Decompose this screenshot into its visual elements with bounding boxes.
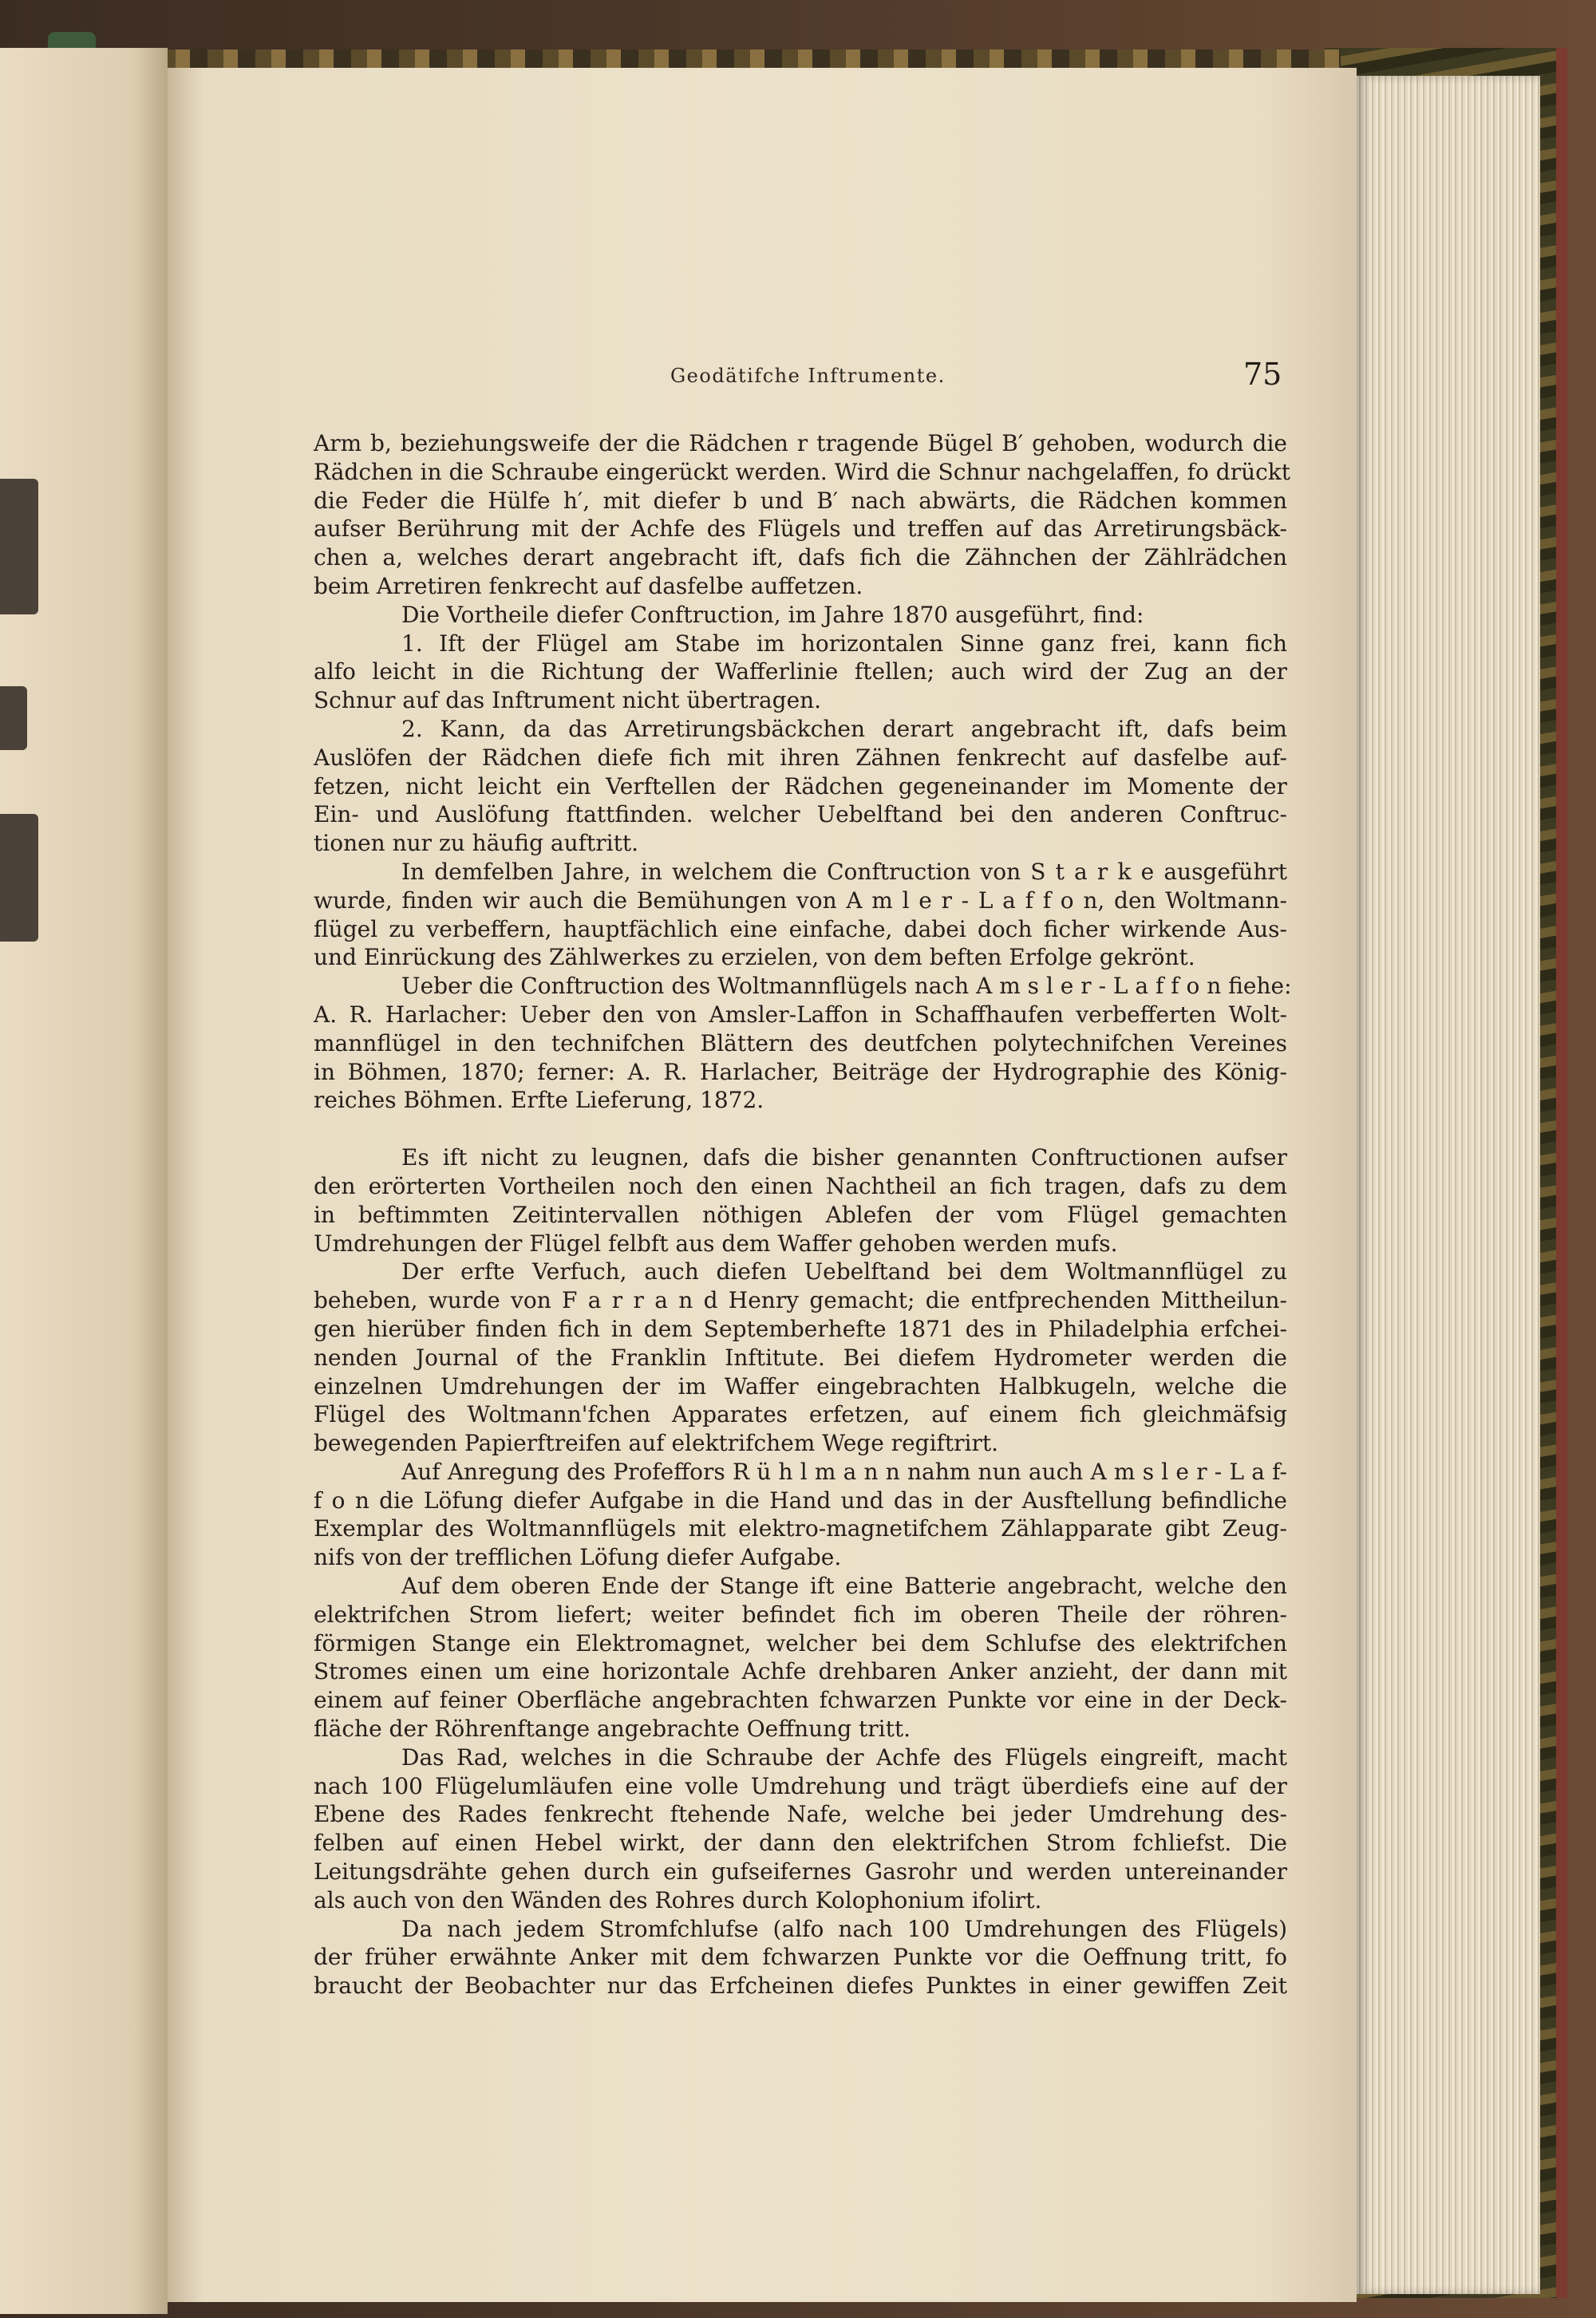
text-line: Die Vortheile diefer Conftruction, im Jahre 1870 ausgeführt, find: (401, 601, 1144, 628)
text-line: Schnur auf das Inftrument nicht übertragen. (314, 687, 822, 714)
running-title: Geodätifche Inftrumente. (670, 365, 946, 387)
text-line: in Böhmen, 1870; ferner: A. R. Harlacher, Beiträge der Hydrographie des König- (314, 1058, 1287, 1085)
text-line: der früher erwähnte Anker mit dem fchwarzen Punkte vor die Oeffnung tritt, fo (314, 1944, 1287, 1971)
text-line: alfo leicht in die Richtung der Wafferlinie ftellen; auch wird der Zug an der (314, 658, 1287, 685)
text-line: nifs von der trefflichen Löfung diefer Aufgabe. (314, 1544, 842, 1571)
text-line: elektrifchen Strom liefert; weiter befindet fich im oberen Theile der röhren- (314, 1601, 1287, 1628)
text-line: chen a, welches derart angebracht ift, dafs fich die Zähnchen der Zählrädchen (314, 544, 1287, 571)
text-line: Exemplar des Woltmannflügels mit elektro-magnetifchem Zählapparate gibt Zeug- (314, 1515, 1287, 1542)
text-line: Ebene des Rades fenkrecht ftehende Nafe, welche bei jeder Umdrehung des- (314, 1801, 1287, 1828)
text-line: die Feder die Hülfe h′, mit diefer b und B′ nach abwärts, die Rädchen kommen (314, 487, 1287, 514)
text-line: Auf dem oberen Ende der Stange ift eine Batterie angebracht, welche den (401, 1573, 1287, 1600)
page-number: 75 (1243, 357, 1282, 392)
text-line: als auch von den Wänden des Rohres durch Kolophonium ifolirt. (314, 1886, 1042, 1913)
text-line: mannflügel in den technifchen Blättern des deutfchen polytechnifchen Vereines (314, 1029, 1287, 1056)
text-line: braucht der Beobachter nur das Erfcheinen diefes Punktes in einer gewiffen Zeit (314, 1972, 1287, 2000)
text-line: reiches Böhmen. Erfte Lieferung, 1872. (314, 1087, 764, 1114)
text-line: Leitungsdrähte gehen durch ein gufseifernes Gasrohr und werden untereinander (314, 1858, 1287, 1886)
text-line: Arm b, beziehungsweife der die Rädchen r tragende Bügel B′ gehoben, wodurch die (314, 430, 1287, 456)
previous-page-figure (0, 686, 27, 750)
text-line: Auslöfen der Rädchen diefe fich mit ihren Zähnen fenkrecht auf dasfelbe auf- (314, 744, 1287, 771)
text-line: einzelnen Umdrehungen der im Waffer eingebrachten Halbkugeln, welche die (314, 1372, 1287, 1400)
text-line: A. R. Harlacher: Ueber den von Amsler-Laffon in Schaffhaufen verbefferten Wolt- (314, 1001, 1287, 1028)
text-line: nach 100 Flügelumläufen eine volle Umdrehung und trägt überdiefs eine auf der (314, 1772, 1287, 1799)
previous-page-figure (0, 814, 38, 942)
text-line: Umdrehungen der Flügel felbft aus dem Waffer gehoben werden mufs. (314, 1230, 1118, 1257)
text-line: Das Rad, welches in die Schraube der Achfe des Flügels eingreift, macht (401, 1743, 1287, 1771)
text-line: fetzen, nicht leicht ein Verftellen der Rädchen gegeneinander im Momente der (314, 772, 1287, 800)
text-line: flügel zu verbeffern, hauptfächlich eine einfache, dabei doch ficher wirkende Aus- (314, 915, 1287, 942)
book-page (168, 68, 1357, 2302)
text-line: beim Arretiren fenkrecht auf dasfelbe auffetzen. (314, 572, 863, 599)
text-line: fläche der Röhrenftange angebrachte Oeffnung tritt. (314, 1716, 911, 1743)
text-line: förmigen Stange ein Elektromagnet, welcher bei dem Schlufse des elektrifchen (314, 1629, 1287, 1657)
page-block-edges (1357, 76, 1540, 2294)
body-text (314, 429, 1292, 2000)
text-line: 1. Ift der Flügel am Stabe im horizontalen Sinne ganz frei, kann fich (401, 630, 1287, 657)
text-line: Es ift nicht zu leugnen, dafs die bisher genannten Conftructionen aufser (401, 1144, 1287, 1171)
text-line: in beftimmten Zeitintervallen nöthigen Ablefen der vom Flügel gemachten (314, 1201, 1287, 1228)
text-line: Ein- und Auslöfung ftattfinden. welcher Uebelftand bei den anderen Conftruc- (314, 801, 1287, 828)
text-line: Flügel des Woltmann'fchen Apparates erfetzen, auf einem fich gleichmäfsig (314, 1401, 1287, 1428)
text-line: einem auf feiner Oberfläche angebrachten fchwarzen Punkte vor eine in der Deck- (314, 1687, 1287, 1714)
text-line: Da nach jedem Stromfchlufse (alfo nach 100 Umdrehungen des Flügels) (401, 1915, 1287, 1942)
previous-page-figure (0, 479, 38, 614)
text-line: nenden Journal of the Franklin Inftitute. Bei diefem Hydrometer werden die (314, 1344, 1287, 1371)
text-line: Rädchen in die Schraube eingerückt werden. Wird die Schnur nachgelaffen, fo drückt (314, 458, 1291, 485)
paragraph-gap (314, 1115, 1287, 1143)
text-line: wurde, finden wir auch die Bemühungen von A m l e r - L a f f o n, den Woltmann- (314, 887, 1287, 914)
text-line: Der erfte Verfuch, auch diefen Uebelftand bei dem Woltmannflügel zu (401, 1258, 1287, 1285)
text-line: felben auf einen Hebel wirkt, der dann den elektrifchen Strom fchliefst. Die (314, 1830, 1287, 1857)
text-line: den erörterten Vortheilen noch den einen Nachtheil an fich tragen, dafs zu dem (314, 1172, 1287, 1199)
text-line: beheben, wurde von F a r r a n d Henry gemacht; die entfprechenden Mittheilun- (314, 1287, 1287, 1314)
text-line: f o n die Löfung diefer Aufgabe in die Hand und das in der Ausftellung befindliche (314, 1487, 1287, 1514)
text-line: bewegenden Papierftreifen auf elektrifchem Wege regiftrirt. (314, 1430, 999, 1457)
text-line: Stromes einen um eine horizontale Achfe drehbaren Anker anzieht, der dann mit (314, 1658, 1287, 1685)
text-line: tionen nur zu häufig auftritt. (314, 830, 638, 857)
text-line: und Einrückung des Zählwerkes zu erzielen, von dem beften Erfolge gekrönt. (314, 944, 1195, 971)
text-line: 2. Kann, da das Arretirungsbäckchen derart angebracht ift, dafs beim (401, 715, 1287, 742)
text-line: Auf Anregung des Profeffors R ü h l m a n n nahm nun auch A m s l e r - L a f- (401, 1458, 1287, 1485)
previous-page (0, 48, 168, 2314)
text-line: aufser Berührung mit der Achfe des Flügels und treffen auf das Arretirungsbäck- (314, 515, 1287, 543)
text-line: In demfelben Jahre, in welchem die Conftruction von S t a r k e ausgeführt (401, 858, 1287, 885)
text-line: gen hierüber finden fich in dem Septemberhefte 1871 des in Philadelphia erfchei- (314, 1315, 1287, 1342)
text-line: Ueber die Conftruction des Woltmannflügels nach A m s l e r - L a f f o n fiehe: (401, 973, 1292, 1000)
